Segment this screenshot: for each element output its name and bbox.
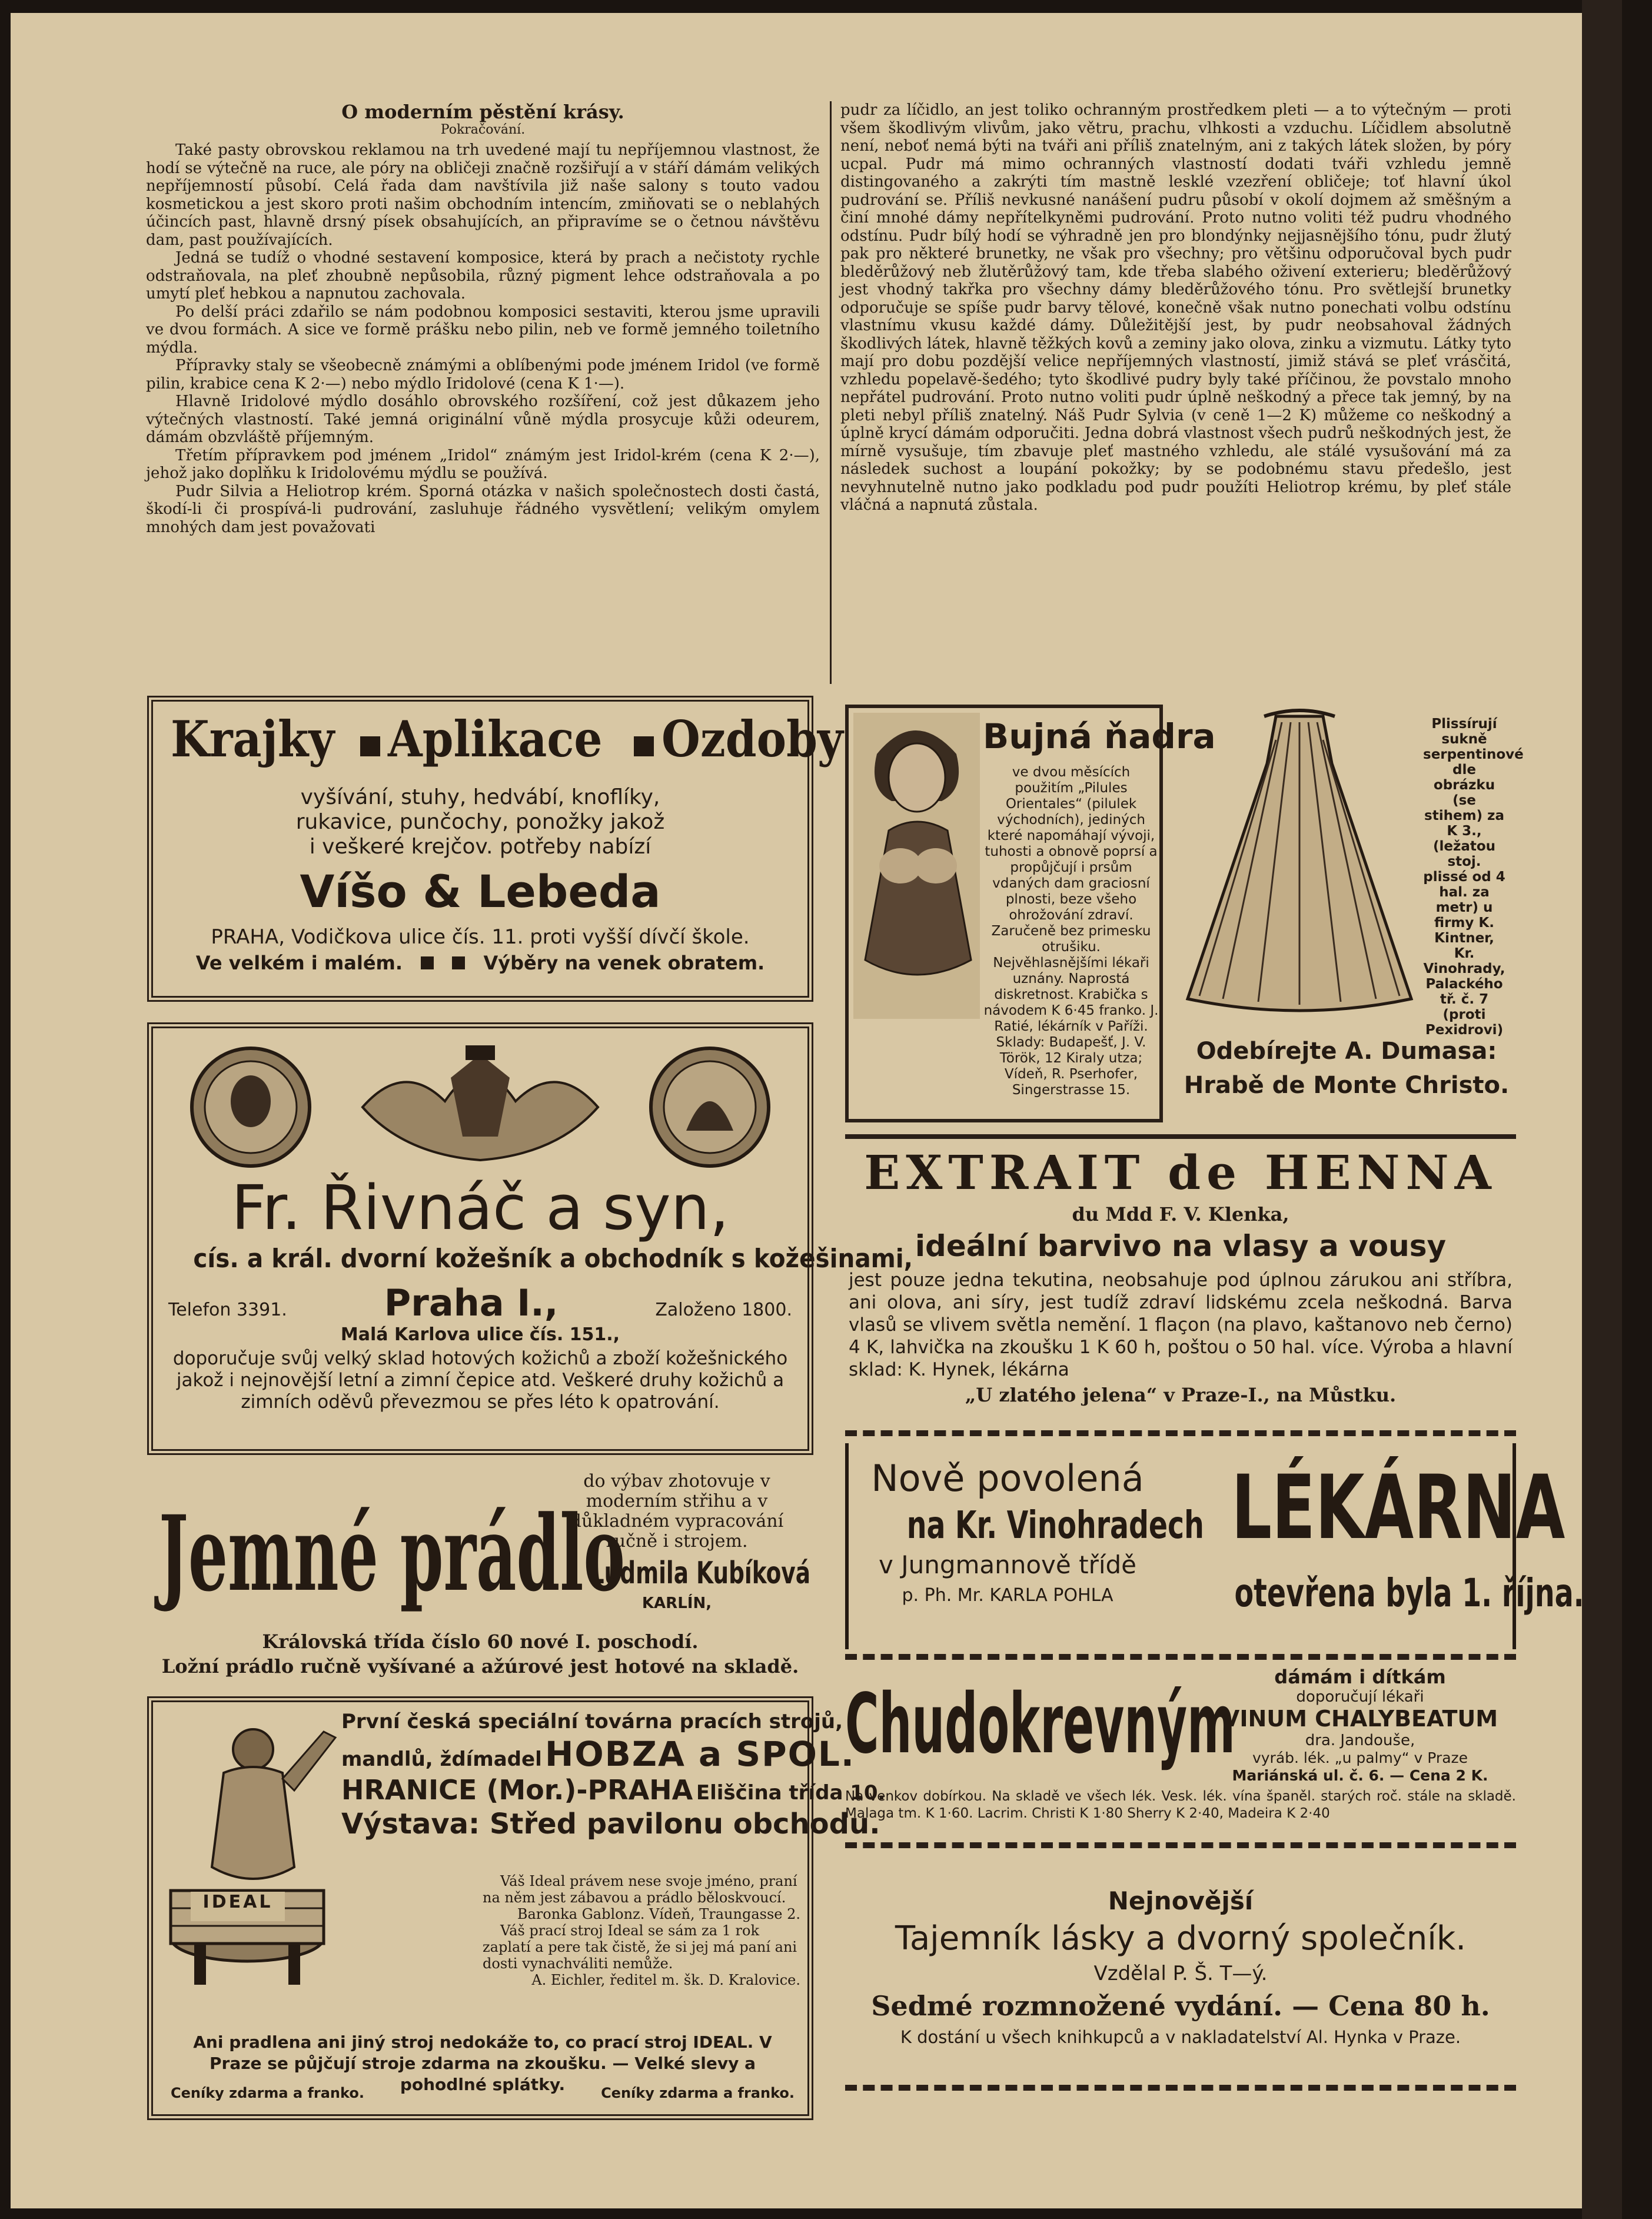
ad-hobza-expo: Výstava: Střed pavilonu obchodu. xyxy=(341,1808,880,1841)
square-bullet-icon xyxy=(360,736,380,756)
ad-nadra xyxy=(845,705,1216,1122)
ad-hobza-street: Eliščina třída 10. xyxy=(696,1781,886,1805)
ad-tajemnik-line: Vzdělal P. Š. T—ý. xyxy=(1093,1962,1268,1985)
ad-pradlo-footer-line: Ložní prádlo ručně vyšívané a ažúrové jest hotové na skladě. xyxy=(161,1655,799,1677)
article-paragraph: Po delší práci zdařilo se nám podobnou komposici sestaviti, kterou jsme upravili ve dvou formách. A sice ve formě prášku nebo pilin, neb ve formě jemného toiletního mýdla. xyxy=(146,303,820,357)
ad-hobza-signature: A. Eichler, ředitel m. šk. D. Kralovice. xyxy=(531,1972,800,1988)
headline-word: Ozdoby xyxy=(662,710,844,768)
ad-hobza-testimonials xyxy=(483,1873,800,2032)
ad-rivnac-contact-row xyxy=(168,1281,792,1324)
ad-krajky-footer xyxy=(171,950,790,976)
square-bullet-icon xyxy=(634,736,654,756)
ad-pradlo-headline: Jemné prádlo xyxy=(159,1493,625,1615)
coat-of-arms-medals-illustration xyxy=(168,1037,792,1178)
ad-separator-dashed xyxy=(845,2085,1516,2091)
ad-hobza-signature: Baronka Gablonz. Vídeň, Traungasse 2. xyxy=(517,1906,800,1922)
ad-dumas xyxy=(1176,1034,1517,1122)
newspaper-page xyxy=(11,13,1582,2208)
article-paragraph: Také pasty obrovskou reklamou na trh uvedené mají tu nepříjemnou vlastnost, že hodí se výtečně na ruce, ale póry na obličeji značně rozšiřují a v stáří dámám velikých nepříjemností působí. Celá řada dam navštívila již naše salony s touto vadou kosmetickou a jest skoro proti našim obchodním intencím, zmiňovati se o neblahých účincích past, hlavně drsný písek obsahujících, an připravíme se o četnou návštěvu dam, past používajících. xyxy=(146,141,820,249)
ad-rivnac-phone: Telefon 3391. xyxy=(168,1300,287,1320)
ad-chudokrevnym-right xyxy=(1204,1666,1516,1789)
ad-line: vyšívání, stuhy, hedvábí, knoflíky, xyxy=(300,785,660,809)
ad-krajky xyxy=(147,696,844,1002)
ad-pradlo-name: Ludmila Kubíková xyxy=(590,1556,810,1591)
ad-lekarna-right xyxy=(1166,1449,1584,1643)
ad-hobza-machine-label: IDEAL xyxy=(191,1892,285,1921)
ad-hobza-intro-1: První česká speciální továrna pracích strojů, xyxy=(341,1710,843,1733)
ad-chudokrevnym-headline: Chudokrevným xyxy=(845,1676,1235,1772)
ad-tajemnik-line: Nejnovější xyxy=(1108,1886,1254,1915)
ad-lekarna-line: na Kr. Vinohradech xyxy=(906,1504,1204,1547)
article-paragraph: Přípravky staly se všeobecně známými a oblíbenými pode jménem Iridol (ve formě pilin, krabice cena K 2·—) nebo mýdlo Iridolové (cena K 1·—). xyxy=(146,357,820,393)
column-divider xyxy=(830,101,832,684)
ad-pradlo-district: KARLÍN, xyxy=(641,1595,712,1612)
ad-tajemnik-line: K dostání u všech knihkupců a v nakladatelství Al. Hynka v Praze. xyxy=(900,2027,1461,2047)
woman-portrait-illustration xyxy=(853,713,980,1019)
ad-henna-tagline: ideální barvivo na vlasy a vousy xyxy=(915,1229,1447,1263)
ad-krajky-body xyxy=(171,785,790,859)
ad-chudokrevnym-product: VINUM CHALYBEATUM xyxy=(1222,1706,1498,1732)
ad-hobza-pricelist: Ceníky zdarma a franko. xyxy=(601,2085,795,2101)
ad-chudokrevnym xyxy=(845,1666,1516,1831)
ad-henna-maker: du Mdd F. V. Klenka, xyxy=(1072,1203,1289,1225)
ad-henna xyxy=(845,1143,1516,1426)
ad-separator-dashed xyxy=(845,1654,1516,1660)
ad-pradlo xyxy=(147,1471,813,1683)
ad-krajky-headline xyxy=(171,710,844,780)
ad-hobza xyxy=(147,1696,886,2120)
ad-lekarna-line: v Jungmannově třídě xyxy=(878,1550,1137,1579)
ad-krajky-address: PRAHA, Vodičkova ulice čís. 11. proti vyšší dívčí škole. xyxy=(211,925,750,949)
ad-separator-dashed xyxy=(845,1430,1516,1436)
ad-rivnac-street: Malá Karlova ulice čís. 151., xyxy=(340,1324,620,1345)
ad-rivnac-trade: cís. a král. dvorní kožešník a obchodník s kožešinami, xyxy=(193,1244,913,1274)
ad-henna-headline: EXTRAIT de HENNA xyxy=(864,1145,1497,1200)
article-subtitle: Pokračování. xyxy=(440,122,526,137)
ad-chudokrevnym-line: dámám i dítkám xyxy=(1274,1666,1446,1688)
ad-hobza-intro-row xyxy=(341,1734,855,1774)
ad-line: Výběry na venek obratem. xyxy=(483,952,765,974)
ad-rivnac-body: doporučuje svůj velký sklad hotových kožichů a zboží kožešnického jakož i nejnovější letní a zimní čepice atd. Veškeré druhy kožichů a zimních oděvů převezmou se přes léto k opatrování. xyxy=(172,1348,788,1413)
ad-lekarna-line: Nově povolená xyxy=(871,1457,1144,1500)
ad-pradlo-footer xyxy=(147,1629,813,1682)
ad-hobza-price-row xyxy=(171,2085,795,2108)
ad-lekarna-headline: LÉKÁRNA xyxy=(1231,1457,1565,1559)
ad-pradlo-body: do výbav zhotovuje v moderním střihu a v důkladném vypracování ručně i strojem. xyxy=(570,1471,784,1552)
ad-plisse-body: Plissírují sukně serpentinové dle obrázku (se stihem) za K 3., (ležatou stoj. plissé od 4 hal. za metr) u firmy K. Kintner, Kr. Vinohrady, Palackého tř. č. 7 (proti Pexidrovi) xyxy=(1423,716,1524,1038)
ad-lekarna-line: otevřena byla 1. října. xyxy=(1234,1570,1584,1616)
ad-nadra-body: ve dvou měsících použitím „Pilules Orientales“ (pilulek východních), jediných které napomáhají vývoji, tuhosti a obnově poprsí a propůjčují i prsům vdaných dam graciosní plnosti, beze všeho ohrožování zdraví. Zaručeně bez primesku otrušiku. Nejvěhlasnějšími lékaři uznány. Naprostá diskretnost. Krabička s návodem K 6·45 franko. J. Ratié, lékárník v Paříži. Sklady: Budapešť, J. V. Török, 12 Kiraly utza; Vídeň, R. Pserhofer, Singerstrasse 15. xyxy=(983,765,1159,1098)
ad-rivnac-city: Praha I., xyxy=(384,1281,559,1324)
article-paragraph: Jedná se tudíž o vhodné sestavení komposice, která by prach a nečistoty rychle odstraňovala, na pleť zhoubně nepůsobila, různý pigment lehce odstraňovala a po umytí pleť hebkou a napnutou zachovala. xyxy=(146,249,820,303)
square-bullet-icon xyxy=(421,956,434,969)
article-paragraph: pudr za líčidlo, an jest toliko ochranným prostředkem pleti — a to výtečným — proti všem škodlivým vlivům, jako větru, prachu, vlhkosti a vzduchu. Líčidlem absolutně není, neboť nemá býti na tváři ani příliš znatelným, ani z takých látek složen, by póry ucpal. Pudr má mimo ochranných vlastností dodati tváři vzhledu jemně distingovaného a zakrýti tím mastně lesklé vzezření obličeje; toť hlavní úkol pudrování se. Příliš nevkusné nanášení pudru působí v okolí dojmem až směšným a činí mnohé dámy nepřítelkyněmi pudrování. Proto nutno voliti též pudru vhodného odstínu. Pudr bílý hodí se výhradně jen pro blondýnky nejjasnějšího tónu, pudr žlutý pak pro některé brunetky, ne však pro všechny; pro většinu odporučoval bych pudr bleděrůžový neb žlutěrůžový tam, kde třeba slabého oživení exterieru; bleděrůžový jest vhodný takřka pro všechny dámy bleděrůžového tónu. Pro světlejší brunetky odporučuje se spíše pudr barvy tělové, konečně však nutno ponechati volbu odstínu vlastnímu vkusu každé dámy. Důležitější jest, by pudr neobsahoval žádných škodlivých látek, hlavně těžkých kovů a zeminy jako olova, zinku a vizmutu. Látky tyto mají pro dobu pozdější velice nepříjemných vlastností, jimiž stává se pleť vrásčitá, vzhledu popelavě-šedého; tyto škodlivé pudry byly také příčinou, že povstalo mnoho nepřátel pudrování. Proto nutno voliti pudr úplně neškodný a přece tak jemný, by na pleti nebyl příliš znatelný. Náš Pudr Sylvia (v ceně 1—2 K) můžeme co neškodný a úplně krycí dámám odporučiti. Jedna dobrá vlastnost všech pudrů neškodných jest, že mírně vysušuje, tím zbavuje pleť mastného vzhledu, ale stálé vysušování má za následek suchost a loupání pokožky; by se podobnému stavu předešlo, jest nevyhnutelně nutno jako podkladu pod pudr použíti Heliotrop krému, by pleť stále vláčná a napnutá zůstala. xyxy=(840,101,1511,514)
ad-hobza-footer: Ani pradlena ani jiný stroj nedokáže to, co prací stroj IDEAL. V Praze se půjčují stroje zdarma na zkoušku. — Velké slevy a pohodlné splátky. xyxy=(193,2032,772,2094)
ad-pradlo-right xyxy=(547,1471,810,1642)
washing-woman-illustration xyxy=(159,1714,341,1991)
ad-chudokrevnym-line: doporučují lékaři xyxy=(1296,1688,1424,1706)
headline-word: Aplikace xyxy=(388,710,603,768)
article-right-column xyxy=(840,101,1511,684)
ad-hobza-firm: HOBZA a SPOL. xyxy=(544,1734,855,1774)
article-left-column xyxy=(146,101,820,684)
ad-hobza-city: HRANICE (Mor.)-PRAHA xyxy=(341,1774,693,1806)
ad-lekarna-left xyxy=(855,1455,1204,1643)
ad-lekarna xyxy=(845,1443,1584,1649)
ad-hobza-testimonial: Váš Ideal právem nese svoje jméno, praní na něm jest zábavou a prádlo běloskvoucí. xyxy=(483,1873,797,1906)
ad-tajemnik-line: Sedmé rozmnožené vydání. — Cena 80 h. xyxy=(871,1990,1490,2022)
ad-chudokrevnym-line: dra. Jandouše, xyxy=(1305,1732,1415,1749)
article-title: O moderním pěstění krásy. xyxy=(341,101,624,123)
ad-separator xyxy=(845,1134,1516,1139)
pleated-skirt-illustration xyxy=(1182,705,1417,1017)
ad-tajemnik xyxy=(845,1885,1516,2079)
ad-lekarna-line: p. Ph. Mr. KARLA POHLA xyxy=(902,1585,1113,1606)
ad-henna-body: jest pouze jedna tekutina, neobsahuje pod úplnou zárukou ani stříbra, ani olova, ani síry, jest tudíž zdraví lidskému zcela neškodná. Barva vlasů se vlivem světla nemění. 1 flaçon (na plavo, kaštanovo neb černo) 4 K, lahvička na zkoušku 1 K 60 h, poštou o 50 hal. více. Výroba a hlavní sklad: K. Hynek, lékárna xyxy=(849,1270,1513,1380)
article-paragraph: Pudr Silvia a Heliotrop krém. Sporná otázka v našich společnostech dosti častá, škodí-li či prospívá-li pudrování, zasluhuje řádného vysvětlení; velikým omylem mnohých dam jest považovati xyxy=(146,482,820,536)
ad-chudokrevnym-headline-box xyxy=(845,1666,1235,1789)
ad-hobza-intro-2: mandlů, ždímadel xyxy=(341,1748,542,1771)
article-body-right xyxy=(840,101,1511,514)
ad-hobza-testimonial: Váš prací stroj Ideal se sám za 1 rok zaplatí a pere tak čistě, že si jej má paní ani dosti vynachváliti nemůže. xyxy=(483,1922,797,1972)
ad-separator-dashed xyxy=(845,1842,1516,1848)
ad-line: Ve velkém i malém. xyxy=(195,952,403,974)
article-body-left xyxy=(146,141,820,536)
article-paragraph: Hlavně Iridolové mýdlo dosáhlo obrovského rozšíření, což jest důkazem jeho výtečných vlastností. Také jemná originální vůně mýdla prosycuje kůži odeurem, dámám obzvláště příjemným. xyxy=(146,393,820,446)
ad-krajky-firm: Víšo & Lebeda xyxy=(300,865,661,918)
ad-chudokrevnym-line: vyráb. lék. „u palmy“ v Praze xyxy=(1252,1749,1468,1766)
ad-dumas-line: Odebírejte A. Dumasa: xyxy=(1196,1038,1497,1065)
square-bullet-icon xyxy=(452,956,465,969)
ad-rivnac-firm: Fr. Řivnáč a syn, xyxy=(231,1172,729,1244)
ad-henna-footer: „U zlatého jelena“ v Praze-I., na Můstku. xyxy=(965,1384,1397,1406)
article-paragraph: Třetím přípravkem pod jménem „Iridol“ známým jest Iridol-krém (cena K 2·—), jehož jako doplňku k Iridolovému mýdlu se používá. xyxy=(146,446,820,482)
scan-edge-strip xyxy=(1582,0,1622,2219)
ad-rivnac xyxy=(147,1022,913,1455)
ad-dumas-line: Hrabě de Monte Christo. xyxy=(1184,1072,1510,1099)
ad-pradlo-headline-box xyxy=(159,1483,625,1630)
ad-pradlo-street: Královská třída číslo 60 nové I. poschodí. xyxy=(262,1630,699,1653)
ad-hobza-city-row xyxy=(341,1774,886,1806)
ad-chudokrevnym-footer: Na venkov dobírkou. Na skladě ve všech lék. Vesk. lék. vína španěl. starých roč. stále na skladě. Malaga tm. K 1·60. Lacrim. Christi K 1·80 Sherry K 2·40, Madeira K 2·40 xyxy=(845,1789,1516,1821)
ad-rivnac-founded: Založeno 1800. xyxy=(655,1300,792,1320)
headline-word: Krajky xyxy=(171,710,335,768)
ad-line: i veškeré krejčov. potřeby nabízí xyxy=(309,835,652,859)
ad-nadra-headline: Bujná ňadra xyxy=(983,716,1216,756)
ad-hobza-header xyxy=(341,1709,886,1862)
ad-hobza-pricelist: Ceníky zdarma a franko. xyxy=(171,2085,364,2101)
ad-line: rukavice, punčochy, ponožky jakož xyxy=(295,810,665,834)
ad-tajemnik-title: Tajemník lásky a dvorný společník. xyxy=(895,1919,1467,1958)
ad-chudokrevnym-line: Mariánská ul. č. 6. — Cena 2 K. xyxy=(1232,1767,1488,1784)
